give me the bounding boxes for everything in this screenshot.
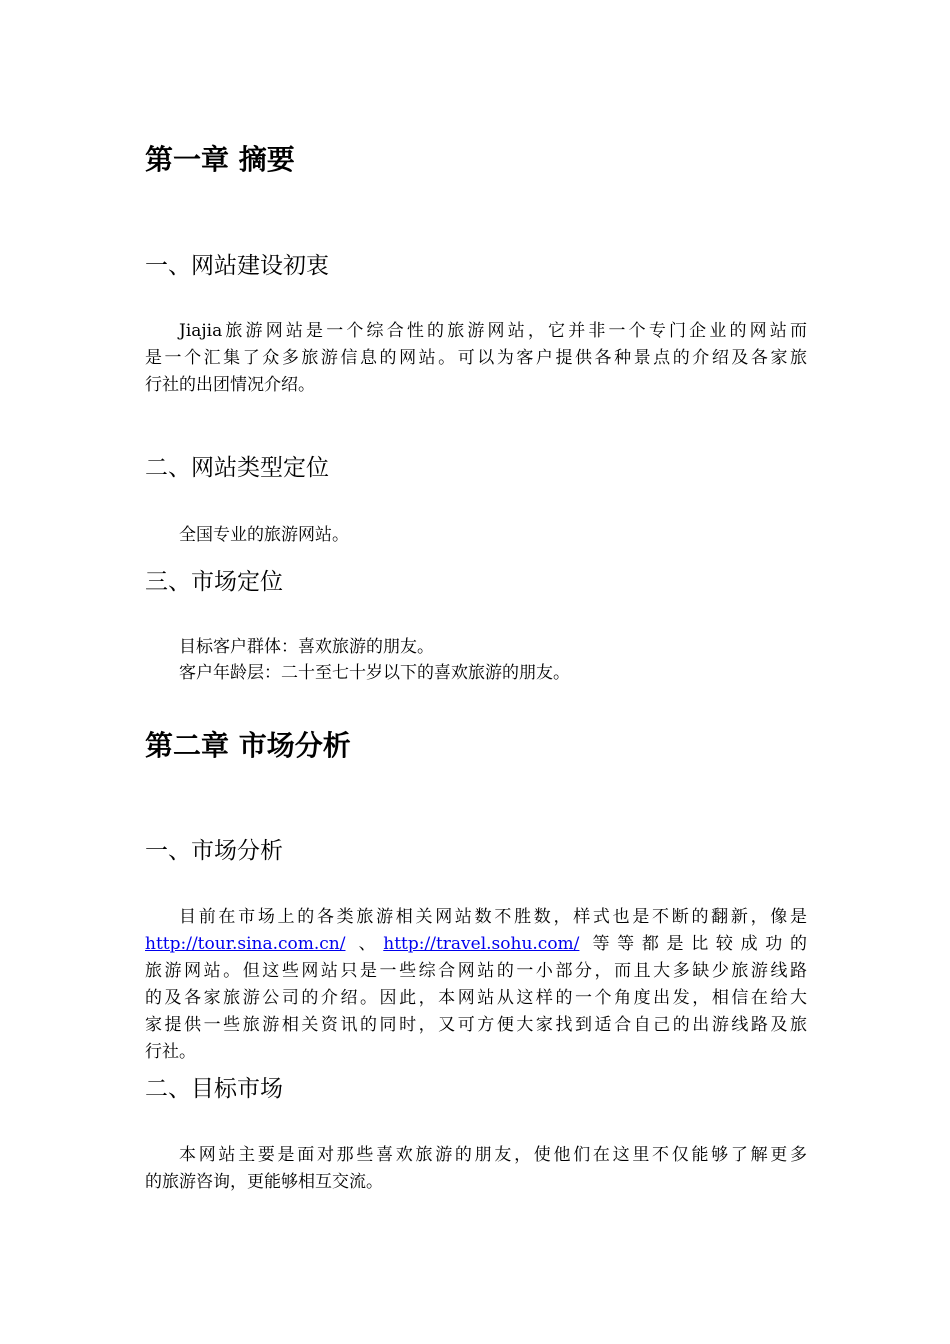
chapter-1-section-3-heading: 三、市场定位 <box>145 569 283 595</box>
chapter-2-section-2-heading: 二、目标市场 <box>145 1076 283 1102</box>
paragraph-line: 旅游网站。但这些网站只是一些综合网站的一小部分，而且大多缺少旅游线路 <box>145 961 807 981</box>
chapter-1-title: 第一章 摘要 <box>145 143 295 176</box>
sina-tour-link[interactable]: http://tour.sina.com.cn/ <box>145 934 346 954</box>
paragraph-line: Jiajia旅游网站是一个综合性的旅游网站，它并非一个专门企业的网站而 <box>179 321 807 341</box>
chapter-2-title: 第二章 市场分析 <box>145 729 351 762</box>
link-separator: 、 <box>345 934 384 954</box>
paragraph-line: 家提供一些旅游相关资讯的同时，又可方便大家找到适合自己的出游线路及旅 <box>145 1015 807 1035</box>
paragraph-line: 的及各家旅游公司的介绍。因此，本网站从这样的一个角度出发，相信在给大 <box>145 988 807 1008</box>
chapter-2-section-1-heading: 一、市场分析 <box>145 838 283 864</box>
paragraph-line: 目前在市场上的各类旅游相关网站数不胜数，样式也是不断的翻新，像是 <box>179 907 807 927</box>
paragraph-line-with-links <box>145 931 807 958</box>
paragraph-line: 行社。 <box>145 1042 196 1062</box>
paragraph-line: 是一个汇集了众多旅游信息的网站。可以为客户提供各种景点的介绍及各家旅 <box>145 348 807 368</box>
paragraph-line: 的旅游咨询，更能够相互交流。 <box>145 1172 383 1192</box>
customer-age-line: 客户年龄层：二十至七十岁以下的喜欢旅游的朋友。 <box>179 663 570 683</box>
sohu-travel-link[interactable]: http://travel.sohu.com/ <box>383 934 580 954</box>
chapter-1-section-2-text: 全国专业的旅游网站。 <box>179 525 349 545</box>
paragraph-line: 行社的出团情况介绍。 <box>145 375 315 395</box>
chapter-2-section-2-paragraph <box>145 1142 807 1196</box>
chapter-1-section-1-heading: 一、网站建设初衷 <box>145 253 329 279</box>
paragraph-text: 等等都是比较成功的 <box>579 934 807 954</box>
chapter-1-section-2-heading: 二、网站类型定位 <box>145 455 329 481</box>
chapter-1-section-1-paragraph <box>145 318 807 399</box>
paragraph-line: 本网站主要是面对那些喜欢旅游的朋友，使他们在这里不仅能够了解更多 <box>179 1145 807 1165</box>
chapter-2-section-1-paragraph <box>145 904 807 1066</box>
target-customer-line: 目标客户群体：喜欢旅游的朋友。 <box>179 637 434 657</box>
